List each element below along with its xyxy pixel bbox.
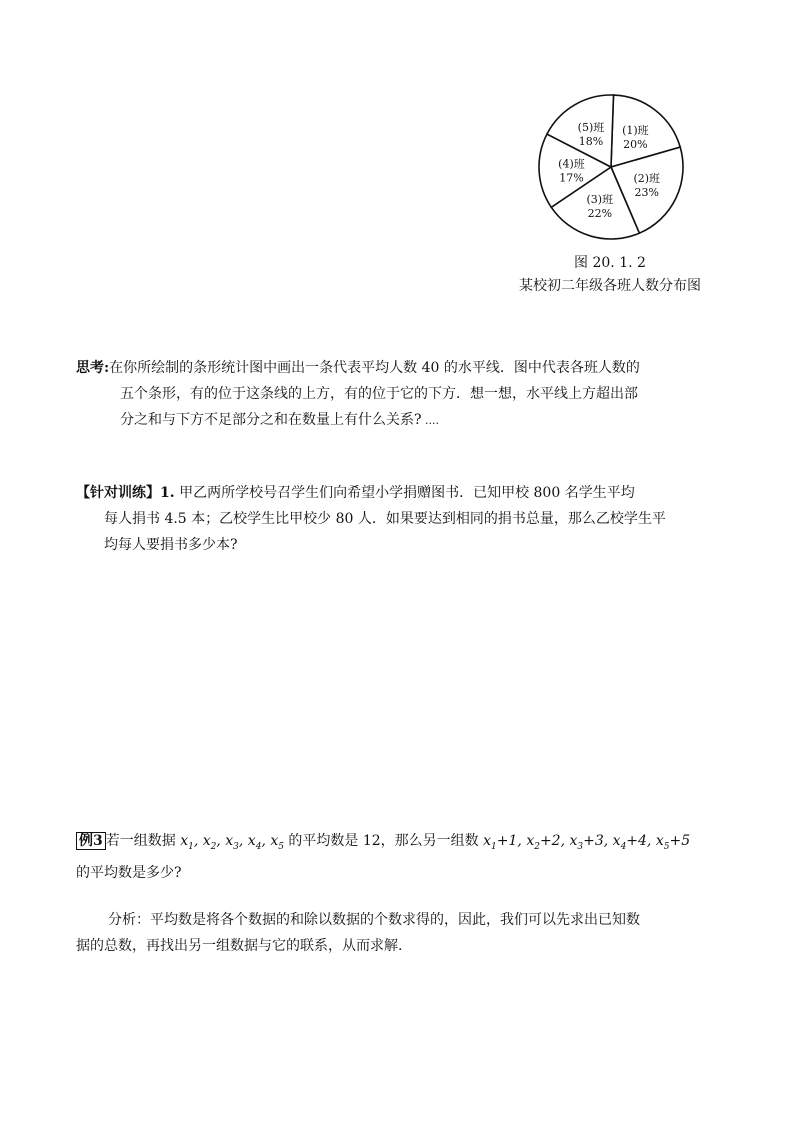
pie-slice-label-2: (2)班: [633, 171, 661, 185]
pie-slice-value-4: 17%: [559, 171, 584, 185]
pie-slice-value-3: 22%: [587, 206, 613, 220]
training-section: [76, 480, 726, 558]
pie-slice-label-5: (5)班: [577, 120, 605, 134]
example-3-label: 例3: [76, 832, 106, 850]
think-label: 思考:: [76, 360, 110, 376]
training-line-1: 【针对训练】1. 甲乙两所学校号召学生们向希望小学捐赠图书．已知甲校 800 名学生平均: [76, 485, 635, 501]
think-section: [76, 355, 726, 434]
pie-slice-label-1: (1)班: [622, 123, 649, 137]
data-set-shifted: $x_1+1$, $x_2+2$, $x_3+3$, $x_4+4$, $x_5+5$: [483, 833, 691, 852]
analysis-section: [76, 907, 726, 959]
training-line-2: 每人捐书 4.5 本；乙校学生比甲校少 80 人．如果要达到相同的捐书总量，那么乙校学生平: [104, 511, 666, 527]
analysis-line-2: 据的总数，再找出另一组数据与它的联系，从而求解.: [76, 938, 403, 954]
pie-slice-label-4: (4)班: [558, 157, 585, 171]
analysis-line-1: 分析：平均数是将各个数据的和除以数据的个数求得的，因此，我们可以先求出已知数: [108, 912, 640, 928]
think-line-3: 分之和与下方不足部分之和在数量上有什么关系? ....: [120, 412, 439, 428]
think-line-1: 思考:在你所绘制的条形统计图中画出一条代表平均人数 40 的水平线．图中代表各班人数的: [76, 360, 640, 376]
example-3-line-2: 的平均数是多少?: [76, 864, 182, 881]
example-3-section: [76, 828, 726, 886]
example-3-line-1: 例3 若一组数据 $x_1$, $x_2$, $x_3$, $x_4$, $x_5$ 的平均数是 12，那么另一组数 $x_1+1$, $x_2+2$, $x_3+3$, $x_4+4$, $x_5+5$: [76, 828, 726, 860]
pie-slice-value-5: 18%: [578, 134, 604, 148]
data-set-x: $x_1$, $x_2$, $x_3$, $x_4$, $x_5$: [180, 833, 284, 852]
pie-slice-value-2: 23%: [634, 185, 659, 199]
training-line-3: 均每人要捐书多少本?: [104, 537, 238, 553]
think-line-2: 五个条形，有的位于这条线的上方，有的位于它的下方．想一想，水平线上方超出部: [120, 386, 638, 402]
training-label: 【针对训练】: [76, 485, 160, 501]
chart-title: 某校初二年级各班人数分布图: [519, 278, 701, 294]
pie-chart: [536, 92, 686, 242]
pie-slice-label-3: (3)班: [586, 192, 614, 206]
figure-label: 图 20. 1. 2: [574, 255, 646, 271]
pie-slice-value-1: 20%: [623, 137, 648, 151]
